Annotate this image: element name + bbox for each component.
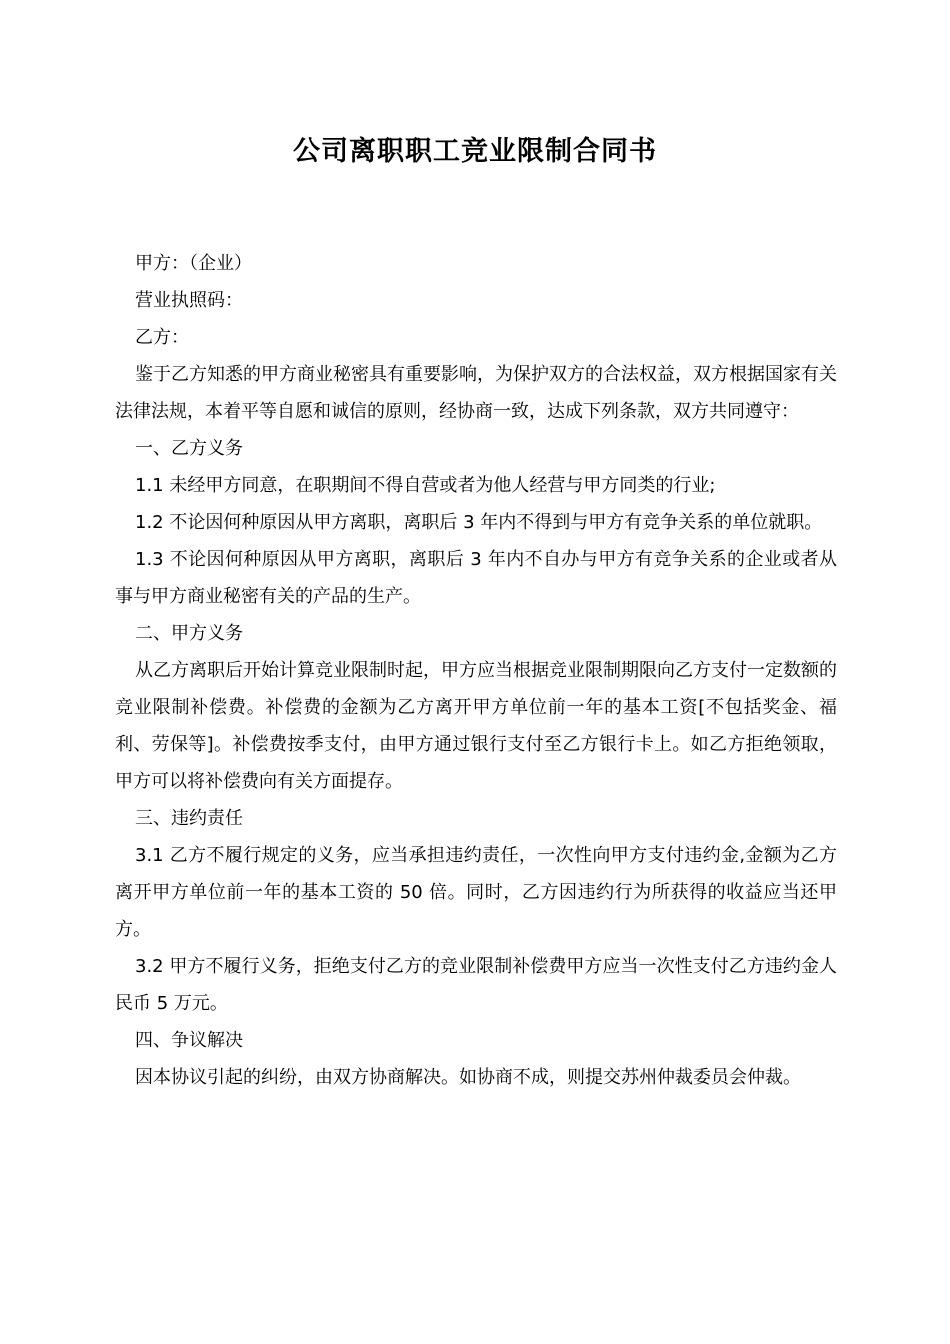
preamble-paragraph: 鉴于乙方知悉的甲方商业秘密具有重要影响，为保护双方的合法权益，双方根据国家有关法律法规，本着平等自愿和诚信的原则，经协商一致，达成下列条款，双方共同遵守： (115, 364, 837, 422)
party-b-line: 乙方： (135, 327, 189, 348)
business-license-line: 营业执照码： (135, 290, 243, 311)
clause-3-2: 3.2 甲方不履行义务，拒绝支付乙方的竞业限制补偿费甲方应当一次性支付乙方违约金人民币 5 万元。 (115, 956, 837, 1014)
section-heading-liability: 三、违约责任 (135, 808, 243, 829)
clause-1-3: 1.3 不论因何种原因从甲方离职，离职后 3 年内不自办与甲方有竞争关系的企业或者从事与甲方商业秘密有关的产品的生产。 (115, 549, 837, 607)
dispute-resolution-paragraph: 因本协议引起的纠纷，由双方协商解决。如协商不成，则提交苏州仲裁委员会仲裁。 (135, 1067, 801, 1088)
party-a-line: 甲方：（企业） (135, 253, 252, 274)
section-heading-party-a-obligations: 二、甲方义务 (135, 623, 243, 644)
document-title: 公司离职职工竞业限制合同书 (293, 136, 657, 167)
document-body (115, 245, 837, 1096)
section-heading-party-b-obligations: 一、乙方义务 (135, 438, 243, 459)
clause-1-2: 1.2 不论因何种原因从甲方离职，离职后 3 年内不得到与甲方有竞争关系的单位就职。 (135, 512, 823, 533)
party-a-obligations-paragraph: 从乙方离职后开始计算竞业限制时起，甲方应当根据竞业限制期限向乙方支付一定数额的竞业限制补偿费。补偿费的金额为乙方离开甲方单位前一年的基本工资[不包括奖金、福利、劳保等]。补偿费按季支付，由甲方通过银行支付至乙方银行卡上。如乙方拒绝领取，甲方可以将补偿费向有关方面提存。 (115, 660, 837, 792)
clause-3-1: 3.1 乙方不履行规定的义务，应当承担违约责任，一次性向甲方支付违约金,金额为乙方离开甲方单位前一年的基本工资的 50 倍。同时，乙方因违约行为所获得的收益应当还甲方。 (115, 845, 837, 940)
section-heading-dispute-resolution: 四、争议解决 (135, 1030, 243, 1051)
clause-1-1: 1.1 未经甲方同意，在职期间不得自营或者为他人经营与甲方同类的行业; (135, 475, 716, 496)
